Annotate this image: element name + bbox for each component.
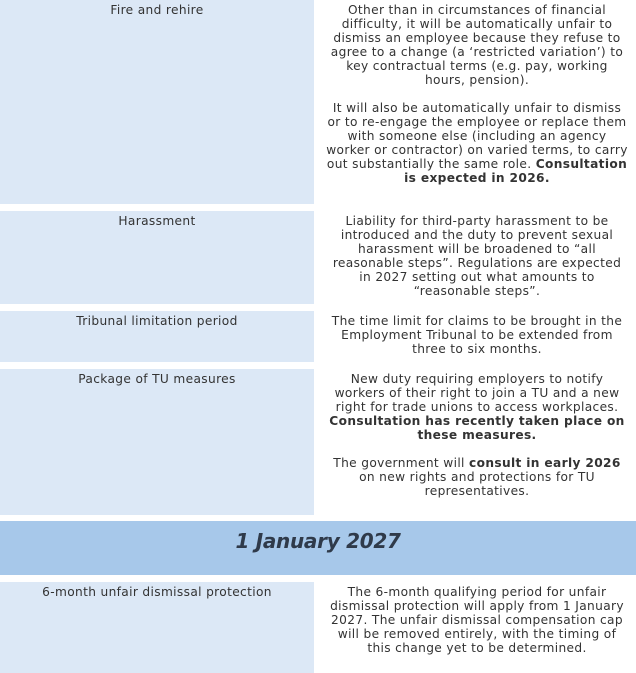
- row-detail: [325, 311, 629, 356]
- body-text: Other than in circumstances of financial difficulty, it will be automatically unfair to dismiss an employee because they refuse to agree to a change (a ‘restricted variation’) to key contractual terms (e.g. pay, working hours, pension).: [330, 3, 624, 87]
- body-text: Liability for third-party harassment to be introduced and the duty to prevent sexual harassment will be broadened to “all reasonable steps”. Regulations are expected in 2027 setting out what amounts to “reasonable steps”.: [332, 214, 622, 298]
- body-text: The 6-month qualifying period for unfair dismissal protection will apply from 1 January 2027. The unfair dismissal compensation cap will be removed entirely, with the timing of this change yet to be determined.: [330, 585, 624, 655]
- table-row: [0, 0, 636, 204]
- emphasis-text: consult in early 2026: [469, 456, 621, 470]
- detail-paragraph: [325, 214, 629, 298]
- section-date-banner: 1 January 2027: [0, 521, 636, 575]
- table-row: [0, 369, 636, 515]
- detail-paragraph: [325, 372, 629, 442]
- detail-paragraph: [325, 585, 629, 655]
- row-topic: Package of TU measures: [0, 369, 314, 515]
- emphasis-text: Consultation is expected in 2026.: [404, 157, 628, 185]
- row-detail: [325, 211, 629, 298]
- body-text: It will also be automatically unfair to dismiss or to re-engage the employee or replace them with someone else (including an agency worker or contractor) on varied terms, to carry out substantially the same role.: [326, 101, 628, 171]
- table-row: [0, 311, 636, 362]
- row-detail: [325, 582, 629, 655]
- body-text: New duty requiring employers to notify workers of their right to join a TU and a new right for trade unions to access workplaces.: [334, 372, 620, 414]
- body-text: The government will: [333, 456, 470, 470]
- row-topic: Harassment: [0, 211, 314, 304]
- body-text: The time limit for claims to be brought in the Employment Tribunal to be extended from three to six months.: [331, 314, 623, 356]
- row-detail: [325, 0, 629, 185]
- body-text: on new rights and protections for TU representatives.: [359, 470, 595, 498]
- detail-paragraph: [325, 101, 629, 185]
- detail-paragraph: [325, 314, 629, 356]
- row-detail: [325, 369, 629, 498]
- detail-paragraph: [325, 3, 629, 87]
- table-row: [0, 211, 636, 304]
- detail-paragraph: [325, 456, 629, 498]
- row-topic: Tribunal limitation period: [0, 311, 314, 362]
- row-topic: 6-month unfair dismissal protection: [0, 582, 314, 673]
- row-topic: Fire and rehire: [0, 0, 314, 204]
- table-row: [0, 582, 636, 673]
- emphasis-text: Consultation has recently taken place on these measures.: [329, 414, 625, 442]
